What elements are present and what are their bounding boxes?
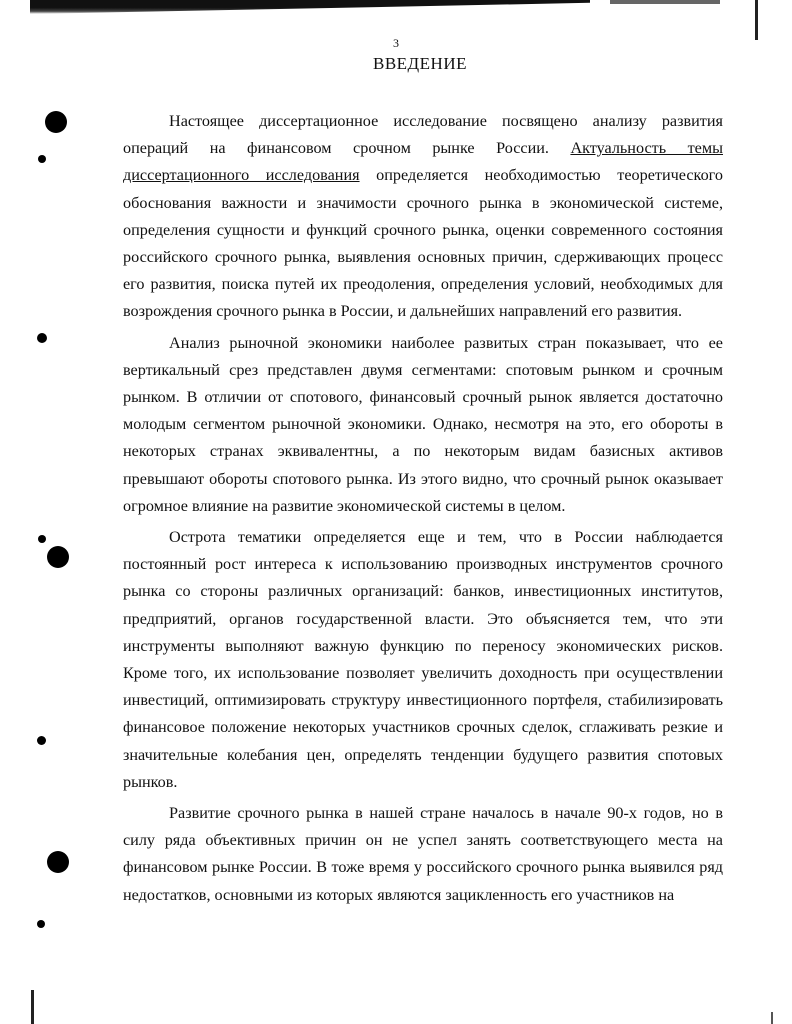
punch-hole: [47, 546, 69, 568]
punch-hole: [45, 111, 67, 133]
scan-edge-shadow: [30, 0, 590, 14]
punch-mark: [38, 155, 46, 163]
document-body: [123, 108, 723, 913]
scan-edge-line: [31, 990, 34, 1024]
punch-hole: [47, 851, 69, 873]
underlined-phrase: Актуальность темы диссертационного исследования: [123, 139, 723, 185]
punch-mark: [38, 535, 46, 543]
punch-mark: [37, 333, 47, 343]
scan-edge-line: [755, 0, 758, 40]
paragraph: Анализ рыночной экономики наиболее развитых стран показывает, что ее вертикальный срез представлен двумя сегментами: спотовым рынком и срочным рынком. В отличии от спотового, финансовый срочный рынок является достаточно молодым сегментом рыночной экономики. Однако, несмотря на это, его обороты в некоторых странах эквивалентны, а по некоторым видам базисных активов превышают обороты спотового рынка. Из этого видно, что срочный рынок оказывает огромное влияние на развитие экономической системы в целом.: [123, 333, 723, 515]
scan-edge-line: [771, 1012, 773, 1024]
scan-edge-mark: [610, 0, 720, 4]
page-title: ВВЕДЕНИЕ: [373, 54, 467, 73]
paragraph: Острота тематики определяется еще и тем, что в России наблюдается постоянный рост интереса к использованию производных инструментов срочного рынка со стороны различных организаций: банков, инвестиционных институтов, предприятий, органов государственной власти. Это объясняется тем, что эти инструменты выполняют важную функцию по переносу экономических рисков. Кроме того, их использование позволяет увеличить доходность при осуществлении инвестиций, оптимизировать структуру инвестиционного портфеля, стабилизировать финансовое положение некоторых участников срочных сделок, сглаживать резкие и значительные колебания цен, определять тенденции будущего развития спотовых рынков.: [123, 528, 723, 791]
punch-mark: [37, 736, 46, 745]
punch-mark: [37, 920, 45, 928]
paragraph: [123, 108, 723, 326]
paragraph: Развитие срочного рынка в нашей стране началось в начале 90-х годов, но в силу ряда объективных причин он не успел занять соответствующего места на финансовом рынке России. В тоже время у российского срочного рынка выявился ряд недостатков, основными из которых являются зацикленность его участников на: [123, 804, 723, 904]
page-number: 3: [393, 36, 399, 50]
paragraph-text: определяется необходимостью теоретического обоснования важности и значимости срочного рынка в экономической системе, определения сущности и функций срочного рынка, оценки современного состояния российского срочного рынка, выявления основных причин, сдерживающих процесс его развития, поиска путей их преодоления, определения условий, необходимых для возрождения срочного рынка в России, и дальнейших направлений его развития.: [123, 166, 723, 321]
paragraph-text: Настоящее диссертационное исследование посвящено анализу развития операций на финансовом срочном рынке России.: [123, 112, 723, 158]
